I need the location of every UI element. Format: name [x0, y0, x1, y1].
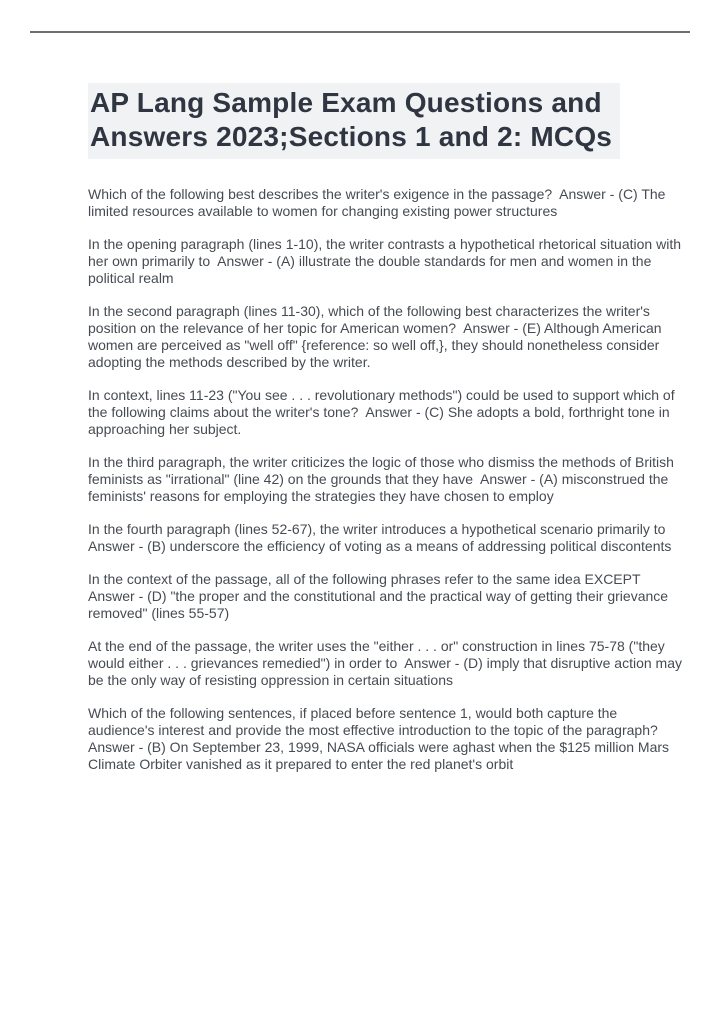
qa-item: Which of the following sentences, if placed before sentence 1, would both capture the audience's interest and provide the most effective introduction to the topic of the paragraph? Answer - (B) On September 23, 1999, NASA officials were aghast when the $125 million Mars Climate Orbiter vanished as it prepared to enter the red planet's orbit [88, 705, 673, 772]
page-title-line-2: Answers 2023;Sections 1 and 2: MCQs [90, 121, 613, 152]
qa-item: In context, lines 11-23 ("You see . . . revolutionary methods") could be used to support which of the following claims about the writer's tone? Answer - (C) She adopts a bold, forthright tone in approaching her subject. [88, 387, 679, 437]
qa-item: In the fourth paragraph (lines 52-67), the writer introduces a hypothetical scenario primarily to Answer - (B) underscore the efficiency of voting as a means of addressing political discontents [88, 521, 673, 554]
page-title [88, 83, 620, 159]
top-divider [30, 31, 690, 33]
qa-item: In the second paragraph (lines 11-30), which of the following best characterizes the writer's position on the relevance of her topic for American women? Answer - (E) Although American women are perceived as "well off" {reference: so well off,}, they should nonetheless consider adopting the methods described by the writer. [88, 303, 666, 370]
qa-item: Which of the following best describes the writer's exigence in the passage? Answer - (C) The limited resources available to women for changing existing power structures [88, 186, 670, 219]
qa-item: In the context of the passage, all of the following phrases refer to the same idea EXCEPT Answer - (D) "the proper and the constitutional and the practical way of getting their grievance removed" (lines 55-57) [88, 571, 672, 621]
qa-item: At the end of the passage, the writer uses the "either . . . or" construction in lines 75-78 ("they would either . . . grievances remedied") in order to Answer - (D) imply that disruptive action may be the only way of resisting oppression in certain situations [88, 638, 686, 688]
qa-item: In the opening paragraph (lines 1-10), the writer contrasts a hypothetical rhetorical situation with her own primarily to Answer - (A) illustrate the double standards for men and women in the political realm [88, 236, 685, 286]
qa-list [88, 186, 684, 789]
qa-item: In the third paragraph, the writer criticizes the logic of those who dismiss the methods of British feminists as "irrational" (line 42) on the grounds that they have Answer - (A) misconstrued the feminists' reasons for employing the strategies they have chosen to employ [88, 454, 678, 504]
page-title-line-1: AP Lang Sample Exam Questions and [90, 87, 602, 118]
